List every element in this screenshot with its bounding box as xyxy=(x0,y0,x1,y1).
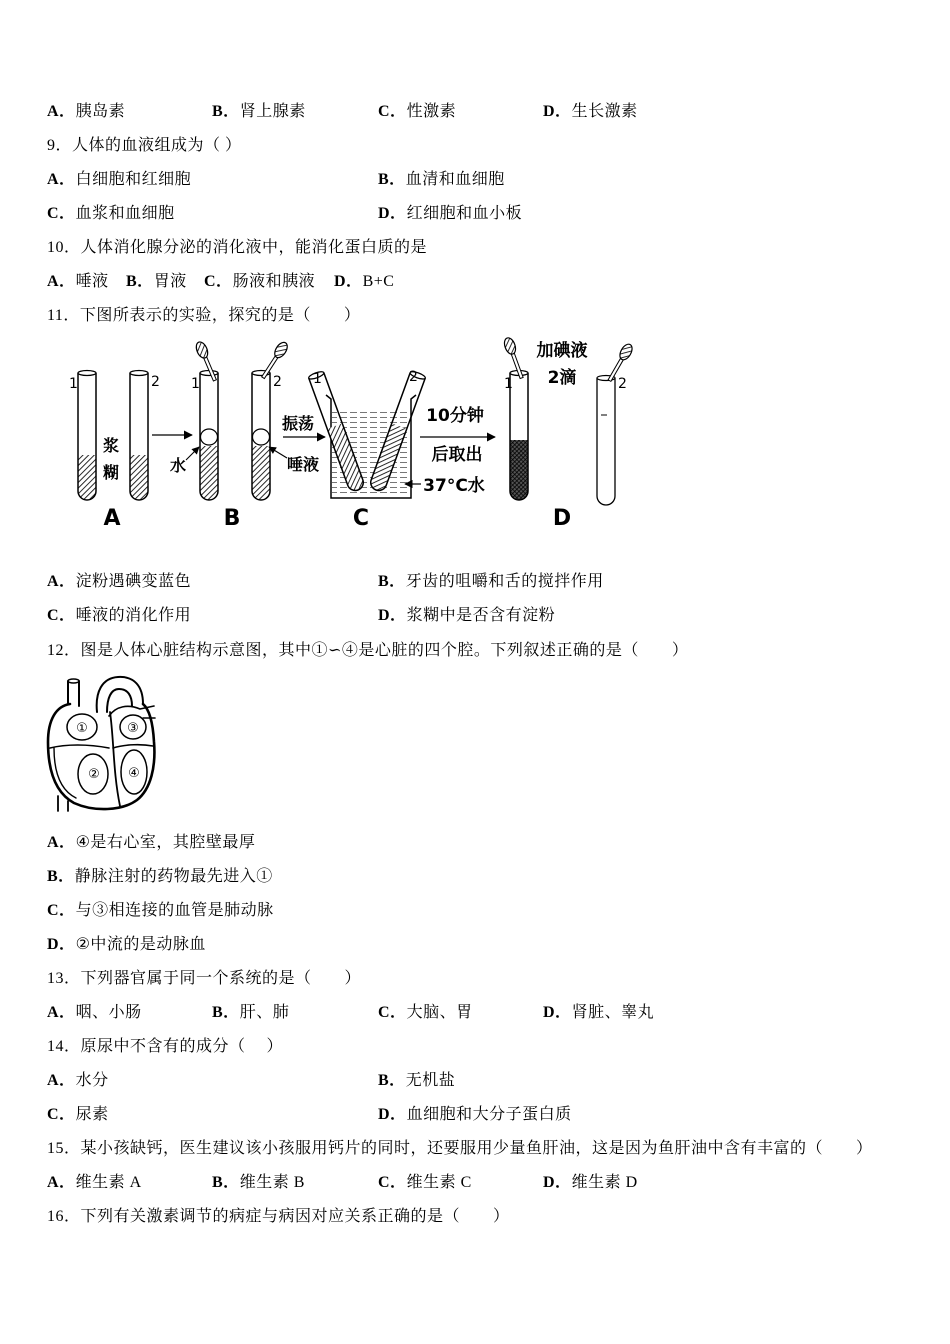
option-label: B． xyxy=(378,1072,406,1089)
q11-experiment-figure xyxy=(60,335,650,535)
q13-stem-row xyxy=(0,969,950,989)
option-text: 浆糊中是否含有淀粉 xyxy=(406,607,556,624)
q10-option-c xyxy=(204,272,315,292)
superior-vena-cava xyxy=(68,681,79,706)
q10-stem-row xyxy=(0,238,950,258)
test-tube-a1 xyxy=(78,371,96,501)
chamber-label-4: ④ xyxy=(128,766,140,781)
option-text: 胰岛素 xyxy=(75,103,126,120)
tube-number-a2: 2 xyxy=(151,374,160,390)
q15-options-row xyxy=(0,1173,950,1193)
heart-structure-figure xyxy=(40,672,162,814)
q9-option-d xyxy=(378,204,522,224)
q14-stem: 14．原尿中不含有的成分（ ） xyxy=(47,1038,284,1055)
option-text: 淀粉遇碘变蓝色 xyxy=(75,573,192,590)
chamber-label-3: ③ xyxy=(127,721,139,736)
option-text: 血浆和血细胞 xyxy=(75,205,175,222)
option-label: C． xyxy=(204,273,233,290)
test-tube-a2 xyxy=(130,371,148,501)
atrioventricular-divider xyxy=(50,745,153,748)
q9-stem-row xyxy=(0,136,950,156)
q8-option-a xyxy=(47,102,125,122)
q15-option-b xyxy=(212,1173,305,1193)
q13-option-a xyxy=(47,1003,142,1023)
option-label: C． xyxy=(378,1174,407,1191)
option-text: 牙齿的咀嚼和舌的搅拌作用 xyxy=(405,573,604,590)
option-label: D． xyxy=(543,103,572,120)
option-text: 尿素 xyxy=(75,1106,109,1123)
option-text: 肝、肺 xyxy=(239,1004,290,1021)
heart-septum xyxy=(110,712,120,806)
option-text: 血细胞和大分子蛋白质 xyxy=(406,1106,572,1123)
chamber-label-2: ② xyxy=(88,767,100,782)
tube-number-c1: 1 xyxy=(313,371,322,387)
option-text: ②中流的是动脉血 xyxy=(75,936,206,953)
tube-number-b2: 2 xyxy=(273,374,282,390)
q13-option-b xyxy=(212,1003,289,1023)
step-label-c: C xyxy=(352,506,370,531)
tube-number-a1: 1 xyxy=(69,376,78,392)
heart-wall-shading xyxy=(54,748,76,798)
option-text: 维生素 B xyxy=(239,1174,305,1191)
saliva-label: 唾液 xyxy=(286,455,320,474)
iodine-drops-label: 2滴 xyxy=(547,368,577,388)
q12-option-d xyxy=(47,935,206,955)
option-label: A． xyxy=(47,1004,76,1021)
option-text: 大脑、胃 xyxy=(406,1004,473,1021)
q12-stem-row xyxy=(0,641,950,661)
option-text: 红细胞和血小板 xyxy=(406,205,523,222)
q9-options-row-2 xyxy=(0,204,950,224)
option-text: B+C xyxy=(362,273,395,290)
q11-options-row-2 xyxy=(0,606,950,626)
option-text: 胃液 xyxy=(153,273,187,290)
q10-options-row xyxy=(0,272,950,292)
option-label: D． xyxy=(378,205,407,222)
option-label: A． xyxy=(47,1072,76,1089)
bath-label: 37°C水 xyxy=(423,476,485,496)
q15-option-c xyxy=(378,1173,472,1193)
option-label: B． xyxy=(126,273,154,290)
option-text: 肠液和胰液 xyxy=(232,273,316,290)
q13-stem: 13．下列器官属于同一个系统的是（ ） xyxy=(47,970,362,987)
option-text: 肾脏、睾丸 xyxy=(571,1004,655,1021)
option-label: D． xyxy=(47,936,76,953)
option-label: C． xyxy=(47,607,76,624)
q14-option-a xyxy=(47,1071,109,1091)
option-label: D． xyxy=(378,1106,407,1123)
option-text: 生长激素 xyxy=(571,103,638,120)
option-text: 白细胞和红细胞 xyxy=(75,171,192,188)
step-label-a: A xyxy=(103,506,121,531)
iodine-label: 加碘液 xyxy=(536,341,588,361)
saliva-pointer-arrow xyxy=(269,447,287,458)
q15-option-a xyxy=(47,1173,142,1193)
option-text: 咽、小肠 xyxy=(75,1004,142,1021)
option-label: A． xyxy=(47,573,76,590)
option-text: 血清和血细胞 xyxy=(405,171,505,188)
option-label: A． xyxy=(47,103,76,120)
q13-options-row xyxy=(0,1003,950,1023)
q13-option-d xyxy=(543,1003,654,1023)
option-label: B． xyxy=(212,103,240,120)
q8-options-row xyxy=(0,102,950,122)
option-text: 维生素 C xyxy=(406,1174,472,1191)
q10-option-d xyxy=(334,272,394,292)
test-tube-b1 xyxy=(200,371,218,501)
option-label: A． xyxy=(47,171,76,188)
shake-label: 振荡 xyxy=(281,414,315,433)
q10-option-a xyxy=(47,272,109,292)
water-pointer-arrow xyxy=(186,447,199,460)
q13-option-c xyxy=(378,1003,473,1023)
option-label: C． xyxy=(47,205,76,222)
q12-option-d-row xyxy=(0,935,950,955)
q14-options-row-2 xyxy=(0,1105,950,1125)
tube-number-c2: 2 xyxy=(409,369,418,385)
q9-options-row-1 xyxy=(0,170,950,190)
option-label: D． xyxy=(543,1004,572,1021)
q12-option-a-row xyxy=(0,833,950,853)
option-text: 肾上腺素 xyxy=(239,103,306,120)
option-text: 维生素 D xyxy=(571,1174,638,1191)
q11-stem: 11．下图所表示的实验，探究的是（ ） xyxy=(47,307,361,324)
q15-stem-row xyxy=(0,1139,950,1159)
tube-number-d1: 1 xyxy=(504,376,513,392)
chamber-label-1: ① xyxy=(76,721,88,736)
option-label: A． xyxy=(47,273,76,290)
option-label: D． xyxy=(334,273,363,290)
option-label: B． xyxy=(378,573,406,590)
q12-option-b-row xyxy=(0,867,950,887)
step-label-b: B xyxy=(223,506,241,531)
remove-label: 后取出 xyxy=(431,445,483,465)
option-label: B． xyxy=(378,171,406,188)
option-text: 唾液 xyxy=(75,273,109,290)
option-text: ④是右心室，其腔壁最厚 xyxy=(75,834,256,851)
option-label: B． xyxy=(212,1004,240,1021)
test-tube-d2 xyxy=(597,376,615,506)
q11-option-d xyxy=(378,606,555,626)
option-label: A． xyxy=(47,834,76,851)
q11-option-b xyxy=(378,572,604,592)
q14-options-row-1 xyxy=(0,1071,950,1091)
step-label-d: D xyxy=(552,506,572,531)
q16-stem: 16．下列有关激素调节的病症与病因对应关系正确的是（ ） xyxy=(47,1208,510,1225)
q12-option-b xyxy=(47,867,273,887)
q14-stem-row xyxy=(0,1037,950,1057)
q9-option-a xyxy=(47,170,191,190)
tube-number-b1: 1 xyxy=(191,376,200,392)
option-label: A． xyxy=(47,1174,76,1191)
option-text: 无机盐 xyxy=(405,1072,456,1089)
q9-option-c xyxy=(47,204,175,224)
water-label: 水 xyxy=(169,456,187,475)
q16-stem-row xyxy=(0,1207,950,1227)
q10-option-b xyxy=(126,272,187,292)
option-text: 静脉注射的药物最先进入① xyxy=(74,868,273,885)
q12-option-c xyxy=(47,901,274,921)
q8-option-c xyxy=(378,102,456,122)
q12-option-a xyxy=(47,833,255,853)
q8-option-b xyxy=(212,102,306,122)
test-tube-b2 xyxy=(252,371,270,501)
time-label: 10分钟 xyxy=(426,406,484,426)
option-label: C． xyxy=(378,1004,407,1021)
paste-label-2: 糊 xyxy=(102,463,120,482)
option-label: C． xyxy=(378,103,407,120)
option-text: 维生素 A xyxy=(75,1174,142,1191)
q11-option-a xyxy=(47,572,191,592)
q15-option-d xyxy=(543,1173,638,1193)
option-text: 水分 xyxy=(75,1072,109,1089)
option-label: B． xyxy=(212,1174,240,1191)
aorta xyxy=(97,677,143,712)
q11-option-c xyxy=(47,606,191,626)
option-text: 唾液的消化作用 xyxy=(75,607,192,624)
q14-option-d xyxy=(378,1105,572,1125)
option-label: C． xyxy=(47,1106,76,1123)
q10-stem: 10．人体消化腺分泌的消化液中，能消化蛋白质的是 xyxy=(47,239,428,256)
q12-option-c-row xyxy=(0,901,950,921)
q8-option-d xyxy=(543,102,638,122)
option-label: D． xyxy=(378,607,407,624)
q11-stem-row xyxy=(0,306,950,326)
q9-stem: 9．人体的血液组成为（ ） xyxy=(47,137,242,154)
option-label: D． xyxy=(543,1174,572,1191)
option-label: C． xyxy=(47,902,76,919)
q15-stem: 15．某小孩缺钙，医生建议该小孩服用钙片的同时，还要服用少量鱼肝油，这是因为鱼肝油中含有丰富的（ ） xyxy=(47,1140,873,1157)
q9-option-b xyxy=(378,170,505,190)
q14-option-c xyxy=(47,1105,109,1125)
q12-stem: 12．图是人体心脏结构示意图，其中①∽④是心脏的四个腔。下列叙述正确的是（ ） xyxy=(47,642,689,659)
option-label: B． xyxy=(47,868,75,885)
option-text: 与③相连接的血管是肺动脉 xyxy=(75,902,274,919)
option-text: 性激素 xyxy=(406,103,457,120)
q11-options-row-1 xyxy=(0,572,950,592)
tube-number-d2: 2 xyxy=(618,376,627,392)
q14-option-b xyxy=(378,1071,455,1091)
paste-label-1: 浆 xyxy=(102,436,120,455)
